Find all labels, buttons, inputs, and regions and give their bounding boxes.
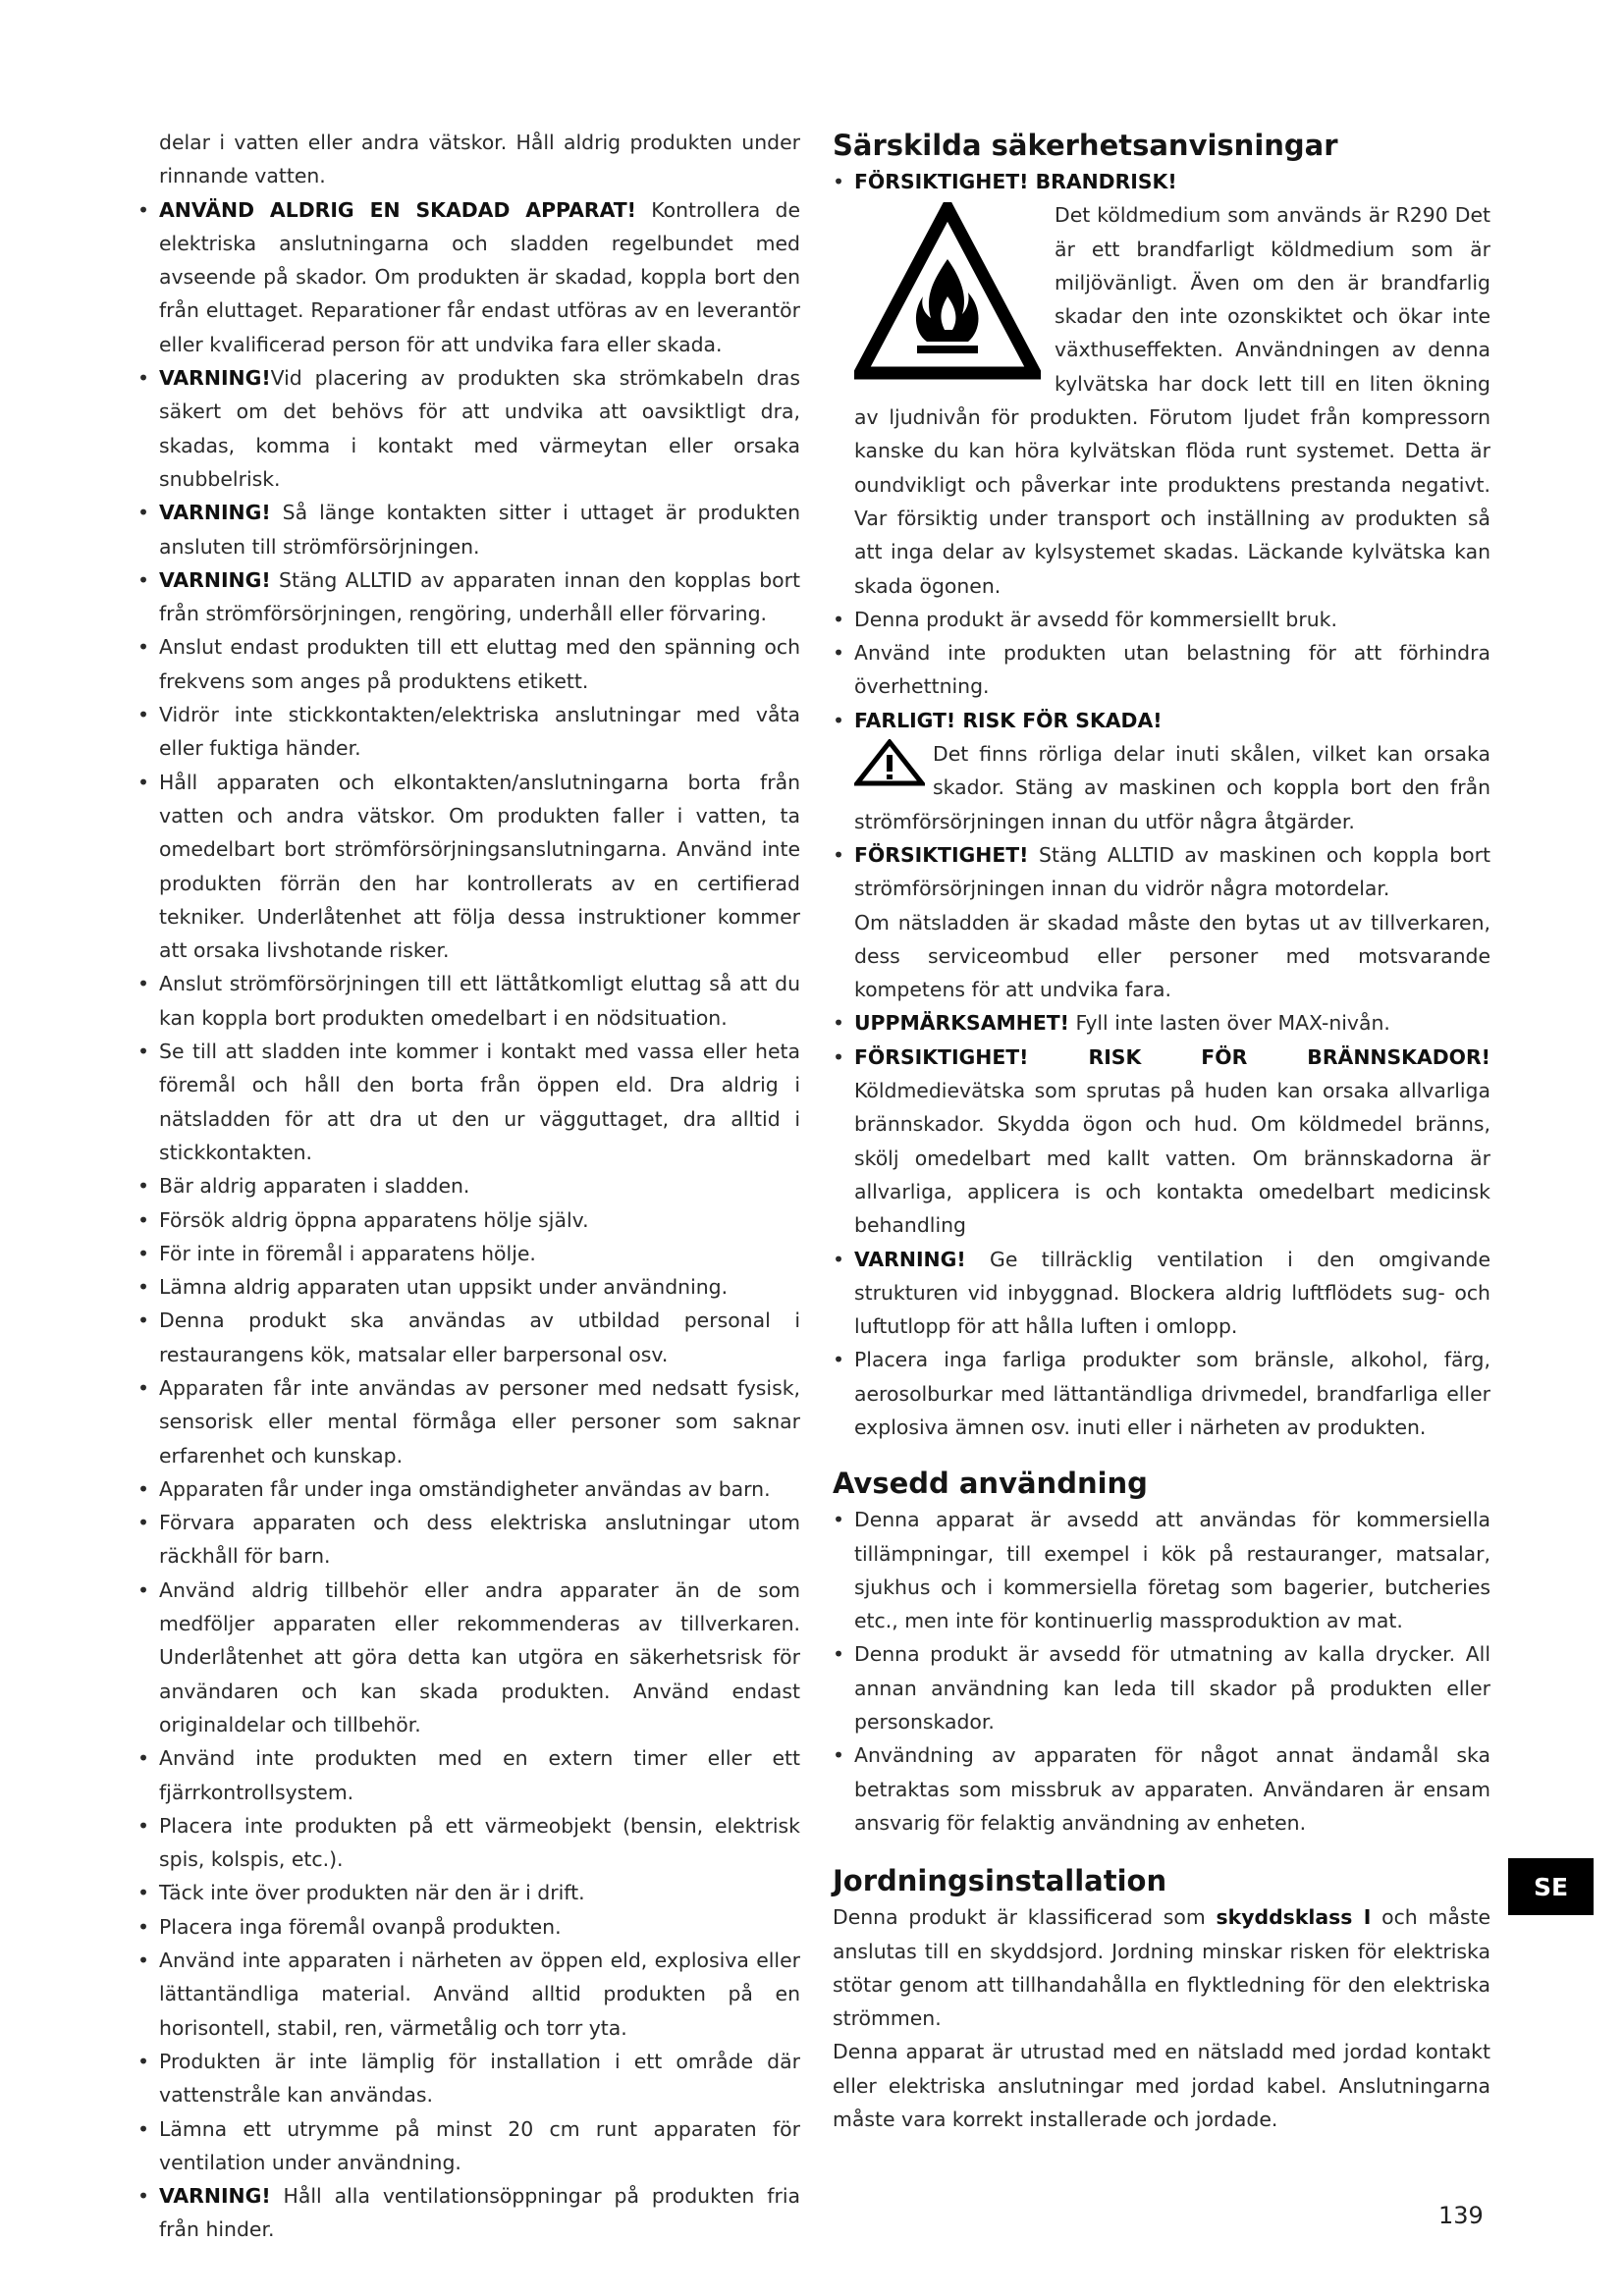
- danger-warning-item: [833, 704, 1490, 838]
- bullet: •: [137, 2116, 150, 2141]
- bullet: •: [833, 842, 845, 867]
- fire-warning-item: [833, 165, 1490, 603]
- safety-list-item: [137, 967, 800, 1035]
- bullet: •: [137, 567, 150, 592]
- safety-list-item: [137, 1574, 800, 1741]
- bullet: •: [137, 1914, 150, 1939]
- special-list-item: [833, 636, 1490, 704]
- grounding-paragraph-1: [833, 1900, 1490, 2035]
- heading-grounding: Jordningsinstallation: [833, 1864, 1167, 1898]
- bullet: •: [137, 366, 150, 391]
- bullet: •: [137, 2184, 150, 2209]
- item-text: Ge tillräcklig ventilation i den omgivande strukturen vid inbyggnad. Blockera aldrig luftflödets sug- och luftutlopp för att hålla luften i omlopp.: [854, 1247, 1490, 1339]
- item-text: Använd inte apparaten i närheten av öppen eld, explosiva eller lättantändliga material. Använd alltid produkten på en horisontell, stabil, ren, värmetålig och torr yta.: [159, 1949, 800, 2040]
- item-text: Användning av apparaten för något annat ändamål ska betraktas som missbruk av apparaten. Användaren är ensam ansvarig för felaktig användning av enheten.: [854, 1743, 1490, 1835]
- bullet: •: [137, 1308, 150, 1333]
- danger-warning-text: Det finns rörliga delar inuti skålen, vilket kan orsaka skador. Stäng av maskinen och koppla bort den från strömförsörjningen innan du utför några åtgärder.: [854, 742, 1490, 833]
- item-text: Förvara apparaten och dess elektriska anslutningar utom räckhåll för barn.: [159, 1511, 800, 1569]
- bullet: •: [137, 1207, 150, 1232]
- safety-list-item: [137, 193, 800, 361]
- warning-label: VARNING!: [854, 1247, 966, 1271]
- safety-list-item: [137, 1472, 800, 1506]
- bullet: •: [833, 1508, 845, 1532]
- item-text: Vid placering av produkten ska strömkabeln dras säkert om det behövs för att undvika att oavsiktligt dra, skadas, komma i kontakt med värmeytan eller orsaka snubbelrisk.: [159, 366, 800, 491]
- grounding-paragraph-2: Denna apparat är utrustad med en nätsladd med jordad kontakt eller elektriska anslutningar med jordad kabel. Anslutningarna måste vara korrekt installerade och jordade.: [833, 2040, 1490, 2132]
- bullet: •: [137, 703, 150, 727]
- bullet: •: [137, 2049, 150, 2073]
- item-text: Apparaten får under inga omständigheter användas av barn.: [159, 1476, 771, 1501]
- bullet: •: [833, 1743, 845, 1768]
- item-text: Använd inte produkten med en extern timer eller ett fjärrkontrollsystem.: [159, 1746, 800, 1804]
- special-items-b: [833, 1006, 1490, 1444]
- intended-use-item: [833, 1503, 1490, 1637]
- warning-label: VARNING!: [159, 501, 271, 525]
- safety-list-item: [137, 1809, 800, 1877]
- fire-warning-block: [833, 165, 1490, 603]
- special-list-item: [833, 1006, 1490, 1040]
- special-list-item: [833, 1343, 1490, 1444]
- safety-list-item: [137, 1876, 800, 1909]
- bullet: •: [833, 170, 845, 193]
- bullet: •: [833, 1348, 845, 1372]
- safety-list-item: [137, 1506, 800, 1574]
- grounding-text-b: och måste anslutas till en skyddsjord. Jordning minskar risken för elektriska stötar genom att tillhandahålla en flyktledning för den elektriska strömmen.: [833, 1905, 1490, 2031]
- item-text: Denna produkt är avsedd för kommersiellt bruk.: [854, 607, 1337, 631]
- bullet: •: [137, 1275, 150, 1300]
- item-text: Placera inga föremål ovanpå produkten.: [159, 1914, 562, 1939]
- item-text: Vidrör inte stickkontakten/elektriska anslutningar med våta eller fuktiga händer.: [159, 703, 800, 761]
- bullet: •: [137, 972, 150, 996]
- flammable-warning-icon: [854, 202, 1041, 381]
- item-text: Placera inte produkten på ett värmeobjekt (bensin, elektrisk spis, kolspis, etc.).: [159, 1813, 800, 1872]
- item-text: Denna produkt är avsedd för utmatning av kalla drycker. All annan användning kan leda till skador på produkten eller personskador.: [854, 1642, 1490, 1735]
- safety-list-item: [137, 630, 800, 698]
- item-text: För inte in föremål i apparatens hölje.: [159, 1241, 536, 1265]
- safety-list-item: [137, 1741, 800, 1809]
- safety-list-item: [137, 2179, 800, 2247]
- bullet: •: [833, 641, 845, 666]
- bullet: •: [137, 197, 150, 222]
- intended-use-item: [833, 1637, 1490, 1738]
- item-text: Bär aldrig apparaten i sladden.: [159, 1174, 470, 1199]
- bullet: •: [137, 1476, 150, 1501]
- special-list-item: [833, 1243, 1490, 1344]
- item-text: Placera inga farliga produkter som bränsle, alkohol, färg, aerosolburkar med lättantändliga drivmedel, brandfarliga eller explosiva ämnen osv. inuti eller i närheten av produkten.: [854, 1348, 1490, 1439]
- bullet: •: [833, 1642, 845, 1667]
- item-text: Håll alla ventilationsöppningar på produkten fria från hinder.: [159, 2184, 800, 2242]
- item-text: Stäng ALLTID av apparaten innan den kopplas bort från strömförsörjningen, rengöring, underhåll eller förvaring.: [159, 567, 800, 626]
- bullet: •: [137, 1577, 150, 1602]
- item-text: Köldmedievätska som sprutas på huden kan orsaka allvarliga brännskador. Skydda ögon och hud. Om köldmedel bränns, skölj omedelbart med kallt vatten. Om brännskadorna är allvarliga, applicera is och kontakta omedelbart medicinsk behandling: [854, 1079, 1490, 1238]
- item-text: Anslut endast produkten till ett eluttag med den spänning och frekvens som anges på produktens etikett.: [159, 635, 800, 693]
- right-column: [833, 126, 1490, 2136]
- safety-list-item: [137, 1035, 800, 1169]
- protection-class: skyddsklass I: [1216, 1905, 1372, 1930]
- bullet: •: [137, 501, 150, 525]
- danger-warning-label: FARLIGT! RISK FÖR SKADA!: [854, 708, 1163, 732]
- safety-list-item: [137, 1203, 800, 1237]
- warning-label: ANVÄND ALDRIG EN SKADAD APPARAT!: [159, 197, 636, 222]
- safety-list-item: [137, 1169, 800, 1202]
- safety-list-item: [137, 563, 800, 631]
- fire-warning-label: FÖRSIKTIGHET! BRANDRISK!: [854, 170, 1177, 193]
- safety-list-item: [137, 2112, 800, 2180]
- safety-list-item: [137, 1237, 800, 1270]
- heading-special-safety: Särskilda säkerhetsanvisningar: [833, 129, 1338, 162]
- safety-list-item: [137, 361, 800, 496]
- warning-label: UPPMÄRKSAMHET!: [854, 1011, 1069, 1036]
- safety-list-item: [137, 766, 800, 968]
- bullet: •: [137, 635, 150, 660]
- bullet: •: [833, 1247, 845, 1271]
- bullet: •: [833, 607, 845, 631]
- intended-use-list: [833, 1503, 1490, 1840]
- item-text: Denna apparat är avsedd att användas för kommersiella tillämpningar, till exempel i kök på restauranger, matsalar, sjukhus och i kommersiella företag som bagerier, butcheries etc., men inte för kontinuerlig massproduktion av mat.: [854, 1508, 1490, 1633]
- safety-list-item: [137, 1270, 800, 1304]
- item-text: Så länge kontakten sitter i uttaget är produkten ansluten till strömförsörjningen.: [159, 501, 800, 559]
- safety-list-item: [137, 1944, 800, 2045]
- caution-text: Stäng ALLTID av maskinen och koppla bort strömförsörjningen innan du vidrör några motordelar.: [854, 842, 1490, 901]
- heading-intended-use: Avsedd användning: [833, 1467, 1148, 1501]
- bullet: •: [137, 1881, 150, 1905]
- safety-list-item: [137, 1371, 800, 1472]
- item-text: Apparaten får inte användas av personer med nedsatt fysisk, sensorisk eller mental förmåga eller personer som saknar erfarenhet och kunskap.: [159, 1375, 800, 1468]
- item-text: Denna produkt ska användas av utbildad personal i restaurangens kök, matsalar eller barpersonal osv.: [159, 1308, 800, 1366]
- caution-label: FÖRSIKTIGHET!: [854, 842, 1029, 867]
- item-text: Använd inte produkten utan belastning för att förhindra överhettning.: [854, 641, 1490, 699]
- danger-warning-icon: [854, 739, 925, 786]
- bullet: •: [137, 1040, 150, 1064]
- bullet: •: [137, 1174, 150, 1199]
- fire-warning-text: Det köldmedium som används är R290 Det är ett brandfarligt köldmedium som är miljövänligt. Även om den är brandfarlig skadar den inte ozonskiktet och ökar inte växthuseffekten. Användningen av denna kylvätska har dock lett till en liten ökning av ljudnivån för produkten. Förutom ljudet från kompressorn kanske du kan höra kylvätskan flöda runt systemet. Detta är oundvikligt och påverkar inte produktens prestanda negativt. Var försiktig under transport och inställning av produkten så att inga delar av kylsystemet skadas. Läckande kylvätska kan skada ögonen.: [854, 203, 1490, 598]
- item-text: Försök aldrig öppna apparatens hölje själv.: [159, 1207, 589, 1232]
- warning-label: VARNING!: [159, 567, 271, 592]
- safety-list-item: [137, 1304, 800, 1371]
- bullet: •: [137, 1375, 150, 1400]
- bullet: •: [137, 1949, 150, 1973]
- item-text: Se till att sladden inte kommer i kontakt med vassa eller heta föremål och håll den borta från öppen eld. Dra aldrig i nätsladden för att dra ut den ur vägguttaget, dra alltid i stickkontakten.: [159, 1040, 800, 1164]
- safety-list-item: [137, 2045, 800, 2112]
- item-text: Använd aldrig tillbehör eller andra apparater än de som medföljer apparaten eller rekommenderas av tillverkaren. Underlåtenhet att göra detta kan utgöra en säkerhetsrisk för användaren och kan skada produkten. Använd endast originaldelar och tillbehör.: [159, 1577, 800, 1736]
- caution-item: [833, 838, 1490, 906]
- bullet: •: [137, 1511, 150, 1535]
- caution-continuation: Om nätsladden är skadad måste den bytas ut av tillverkaren, dess serviceombud eller personer med motsvarande kompetens för att undvika fara.: [854, 910, 1490, 1002]
- item-text: Anslut strömförsörjningen till ett lättåtkomligt eluttag så att du kan koppla bort produkten omedelbart i en nödsituation.: [159, 972, 800, 1030]
- intended-use-item: [833, 1738, 1490, 1840]
- bullet: •: [137, 1813, 150, 1838]
- bullet: •: [137, 770, 150, 794]
- item-text: Lämna aldrig apparaten utan uppsikt under användning.: [159, 1275, 729, 1300]
- safety-list-item: [137, 496, 800, 563]
- safety-list-item: [137, 1910, 800, 1944]
- left-column: [137, 126, 800, 2247]
- special-items-a: [833, 603, 1490, 704]
- grounding-text-a: Denna produkt är klassificerad som: [833, 1905, 1217, 1930]
- item-text: Fyll inte lasten över MAX-nivån.: [1068, 1011, 1390, 1036]
- bullet: •: [833, 708, 845, 732]
- item-text: Kontrollera de elektriska anslutningarna och sladden regelbundet med avseende på skador. Om produkten är skadad, koppla bort den från eluttaget. Reparationer får endast utföras av en leverantör eller kvalificerad person för att undvika fara eller skada.: [159, 197, 800, 356]
- bullet: •: [137, 1241, 150, 1265]
- warning-label: VARNING!: [159, 2184, 271, 2209]
- special-list-item: [833, 1041, 1490, 1243]
- warning-label: VARNING!: [159, 366, 271, 391]
- item-text: Produkten är inte lämplig för installation i ett område där vattenstråle kan användas.: [159, 2049, 800, 2108]
- language-tab-se: SE: [1508, 1858, 1594, 1915]
- page-number: 139: [1438, 2202, 1484, 2229]
- safety-list-item: [137, 698, 800, 766]
- continuation-text: delar i vatten eller andra vätskor. Håll aldrig produkten under rinnande vatten.: [159, 131, 800, 188]
- bullet: •: [833, 1011, 845, 1036]
- item-text: Håll apparaten och elkontakten/anslutningarna borta från vatten och andra vätskor. Om produkten faller i vatten, ta omedelbart bort strömförsörjningsanslutningarna. Använd inte produkten förrän den har kontrollerats av en certifierad tekniker. Underlåtenhet att följa dessa instruktioner kommer att orsaka livshotande risker.: [159, 770, 800, 963]
- warning-label: FÖRSIKTIGHET! RISK FÖR BRÄNNSKADOR!: [854, 1044, 1490, 1069]
- bullet: •: [833, 1044, 845, 1069]
- bullet: •: [137, 1746, 150, 1771]
- item-text: Lämna ett utrymme på minst 20 cm runt apparaten för ventilation under användning.: [159, 2116, 800, 2174]
- item-text: Täck inte över produkten när den är i drift.: [159, 1881, 585, 1905]
- special-list-item: [833, 603, 1490, 636]
